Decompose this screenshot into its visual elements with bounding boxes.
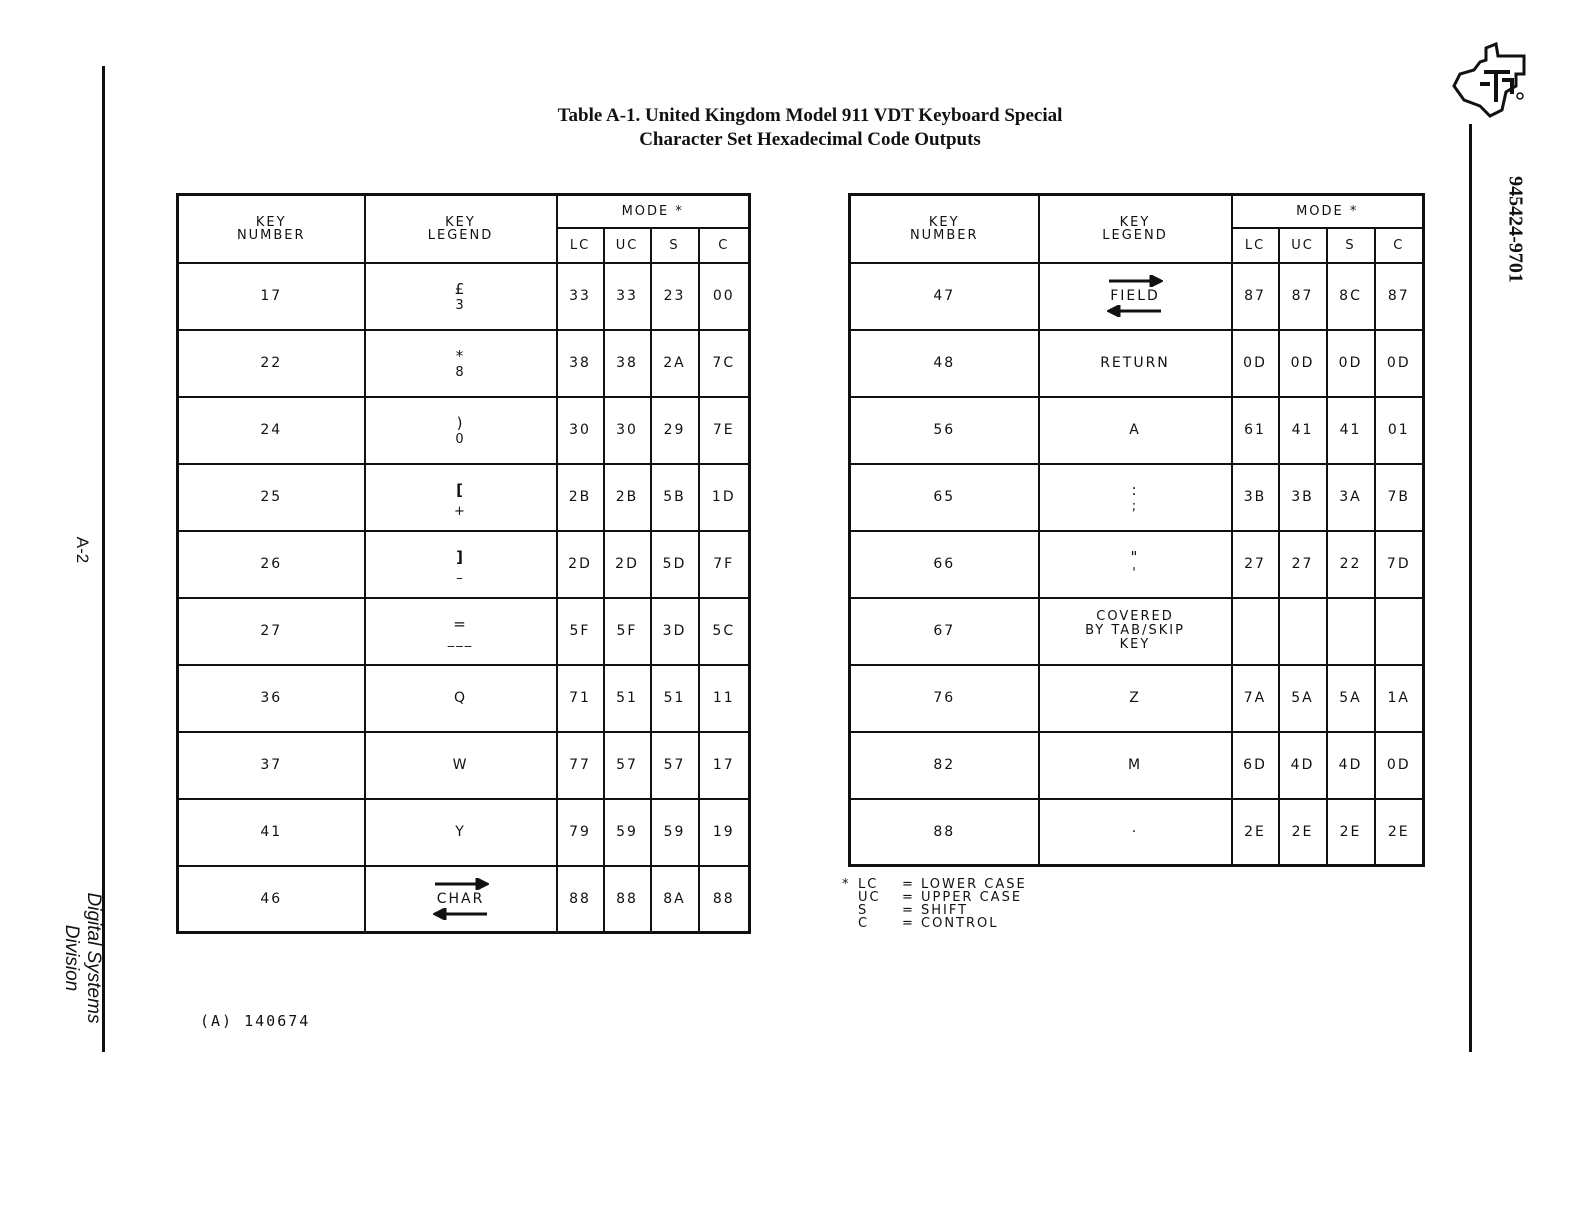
lc-code-cell: 5F (557, 598, 604, 665)
legend-top: [ (456, 480, 465, 499)
s-code-cell (1327, 598, 1375, 665)
uc-code-cell: 30 (604, 397, 651, 464)
c-code-cell: 00 (699, 263, 750, 330)
footnote-abbr: LC (858, 877, 879, 892)
key-number-cell: 36 (178, 665, 365, 732)
key-legend-cell (1039, 598, 1232, 665)
uc-code-cell: 51 (604, 665, 651, 732)
key-legend-cell (1039, 464, 1232, 531)
left-code-table (176, 193, 751, 934)
footnote-star: * (842, 877, 851, 892)
uc-code-cell: 0D (1279, 330, 1327, 397)
key-legend-cell (365, 330, 557, 397)
uc-code-cell: 27 (1279, 531, 1327, 598)
s-code-cell: 2E (1327, 799, 1375, 866)
c-code-cell: 1D (699, 464, 750, 531)
s-code-cell: 4D (1327, 732, 1375, 799)
key-legend-cell (365, 665, 557, 732)
key-number-cell: 88 (850, 799, 1039, 866)
legend-label: A (1129, 422, 1141, 438)
key-number-cell: 65 (850, 464, 1039, 531)
uc-code-cell: 3B (1279, 464, 1327, 531)
s-code-cell: 59 (651, 799, 699, 866)
c-code-cell: 7C (699, 330, 750, 397)
lc-code-cell: 0D (1232, 330, 1279, 397)
key-number-header: KEY NUMBER (178, 195, 365, 263)
key-legend-cell (365, 598, 557, 665)
s-code-cell: 3D (651, 598, 699, 665)
table-row (178, 598, 750, 665)
legend-bottom: 8 (455, 364, 466, 380)
key-number-cell: 41 (178, 799, 365, 866)
key-legend-cell (365, 397, 557, 464)
c-header: C (699, 228, 750, 263)
table-row (850, 531, 1424, 598)
lc-code-cell: 79 (557, 799, 604, 866)
right-margin-rule (1469, 124, 1472, 1052)
lc-header: LC (557, 228, 604, 263)
key-legend-cell (1039, 397, 1232, 464)
key-number-cell: 46 (178, 866, 365, 933)
figure-id: (A) 140674 (200, 1012, 311, 1030)
lc-code-cell: 6D (1232, 732, 1279, 799)
lc-code-cell: 2E (1232, 799, 1279, 866)
c-code-cell: 5C (699, 598, 750, 665)
key-number-cell: 76 (850, 665, 1039, 732)
key-legend-cell (1039, 263, 1232, 330)
key-number-cell: 27 (178, 598, 365, 665)
key-legend-cell (365, 531, 557, 598)
legend-top: : (1131, 480, 1139, 499)
s-code-cell: 5A (1327, 665, 1375, 732)
key-number-cell: 66 (850, 531, 1039, 598)
footnote-meaning: = SHIFT (902, 903, 969, 918)
table-caption (0, 104, 1578, 152)
arrow-right-icon (1107, 275, 1163, 287)
legend-bottom: ' (1132, 565, 1138, 581)
s-code-cell: 5B (651, 464, 699, 531)
legend-label: Q (453, 690, 468, 706)
footnote-item (842, 917, 1027, 930)
arrow-left-icon (1107, 305, 1163, 317)
legend-label: RETURN (1100, 355, 1170, 371)
s-code-cell: 29 (651, 397, 699, 464)
uc-code-cell: 33 (604, 263, 651, 330)
uc-code-cell: 38 (604, 330, 651, 397)
legend-top: ) (456, 413, 465, 432)
legend-bottom: 0 (455, 431, 466, 447)
lc-code-cell: 61 (1232, 397, 1279, 464)
table-row (178, 732, 750, 799)
uc-code-cell (1279, 598, 1327, 665)
uc-header: UC (1279, 228, 1327, 263)
key-number-cell: 82 (850, 732, 1039, 799)
key-number-cell: 24 (178, 397, 365, 464)
s-code-cell: 41 (1327, 397, 1375, 464)
legend-label: Z (1129, 690, 1141, 706)
s-code-cell: 8A (651, 866, 699, 933)
lc-code-cell: 87 (1232, 263, 1279, 330)
table-row (178, 665, 750, 732)
key-number-cell: 48 (850, 330, 1039, 397)
mode-header: MODE * (557, 195, 750, 228)
footnote-meaning: = UPPER CASE (902, 890, 1023, 905)
document-number: 945424-9701 (1504, 176, 1527, 283)
footnote-abbr: C (858, 916, 870, 931)
key-legend-header: KEY LEGEND (365, 195, 557, 263)
s-header: S (1327, 228, 1375, 263)
legend-top: * (455, 346, 466, 365)
key-legend-cell (1039, 330, 1232, 397)
s-code-cell: 23 (651, 263, 699, 330)
key-number-cell: 25 (178, 464, 365, 531)
c-header: C (1375, 228, 1424, 263)
legend-bottom: ; (1131, 498, 1139, 514)
uc-code-cell: 41 (1279, 397, 1327, 464)
page-number: A-2 (73, 536, 92, 564)
key-number-cell: 47 (850, 263, 1039, 330)
lc-code-cell: 38 (557, 330, 604, 397)
uc-code-cell: 5A (1279, 665, 1327, 732)
c-code-cell: 7F (699, 531, 750, 598)
table-row (178, 866, 750, 933)
arrow-left-icon (433, 908, 489, 920)
key-legend-cell (365, 799, 557, 866)
key-number-cell: 17 (178, 263, 365, 330)
uc-code-cell: 57 (604, 732, 651, 799)
key-number-cell: 67 (850, 598, 1039, 665)
s-code-cell: 0D (1327, 330, 1375, 397)
table-row (850, 598, 1424, 665)
key-legend-cell (365, 263, 557, 330)
key-number-cell: 37 (178, 732, 365, 799)
c-code-cell: 19 (699, 799, 750, 866)
c-code-cell (1375, 598, 1424, 665)
key-number-cell: 22 (178, 330, 365, 397)
lc-code-cell: 71 (557, 665, 604, 732)
legend-label: W (452, 757, 469, 773)
legend-top: = (453, 614, 468, 633)
footnote-abbr: S (858, 903, 869, 918)
lc-code-cell: 3B (1232, 464, 1279, 531)
lc-code-cell: 30 (557, 397, 604, 464)
c-code-cell: 7E (699, 397, 750, 464)
key-legend-cell (1039, 732, 1232, 799)
legend-label: M (1127, 757, 1143, 773)
uc-header: UC (604, 228, 651, 263)
table-row (850, 799, 1424, 866)
c-code-cell: 17 (699, 732, 750, 799)
c-code-cell: 7D (1375, 531, 1424, 598)
s-code-cell: 2A (651, 330, 699, 397)
key-number-cell: 26 (178, 531, 365, 598)
key-legend-cell (1039, 799, 1232, 866)
key-number-cell: 56 (850, 397, 1039, 464)
key-legend-cell (365, 464, 557, 531)
lc-code-cell: 88 (557, 866, 604, 933)
uc-code-cell: 4D (1279, 732, 1327, 799)
uc-code-cell: 88 (604, 866, 651, 933)
legend-bottom: – (456, 570, 465, 586)
caption-line-1: Table A-1. United Kingdom Model 911 VDT Keyboard Special (557, 105, 1063, 126)
uc-code-cell: 87 (1279, 263, 1327, 330)
legend-label: COVERED BY TAB/SKIP KEY (1085, 609, 1185, 652)
key-number-header: KEY NUMBER (850, 195, 1039, 263)
c-code-cell: 01 (1375, 397, 1424, 464)
table-row (850, 464, 1424, 531)
c-code-cell: 1A (1375, 665, 1424, 732)
legend-top: ] (456, 547, 465, 566)
legend-label: FIELD (1110, 288, 1160, 304)
table-row (178, 531, 750, 598)
lc-code-cell: 33 (557, 263, 604, 330)
table-row (850, 732, 1424, 799)
table-row (178, 263, 750, 330)
uc-code-cell: 2D (604, 531, 651, 598)
table-row (178, 330, 750, 397)
s-code-cell: 51 (651, 665, 699, 732)
key-legend-header: KEY LEGEND (1039, 195, 1232, 263)
legend-bottom: ___ (447, 632, 474, 648)
table-row (850, 397, 1424, 464)
legend-label: · (1131, 823, 1139, 840)
s-header: S (651, 228, 699, 263)
lc-code-cell: 2D (557, 531, 604, 598)
footnote-meaning: = CONTROL (902, 916, 999, 931)
c-code-cell: 0D (1375, 330, 1424, 397)
key-legend-cell (365, 732, 557, 799)
legend-bottom: 3 (455, 297, 466, 313)
lc-code-cell: 27 (1232, 531, 1279, 598)
lc-code-cell (1232, 598, 1279, 665)
lc-code-cell: 77 (557, 732, 604, 799)
key-legend-cell (365, 866, 557, 933)
mode-footnote (842, 878, 1027, 930)
uc-code-cell: 5F (604, 598, 651, 665)
mode-header: MODE * (1232, 195, 1424, 228)
footnote-meaning: = LOWER CASE (902, 877, 1027, 892)
c-code-cell: 88 (699, 866, 750, 933)
s-code-cell: 3A (1327, 464, 1375, 531)
arrow-right-icon (433, 878, 489, 890)
table-row (850, 665, 1424, 732)
s-code-cell: 57 (651, 732, 699, 799)
c-code-cell: 11 (699, 665, 750, 732)
table-row (850, 330, 1424, 397)
legend-label: CHAR (436, 890, 485, 907)
lc-header: LC (1232, 228, 1279, 263)
division-name: Digital Systems Division (61, 892, 104, 1024)
legend-label: Y (455, 824, 466, 840)
key-legend-cell (1039, 531, 1232, 598)
legend-top: " (1130, 547, 1140, 566)
table-row (178, 464, 750, 531)
c-code-cell: 2E (1375, 799, 1424, 866)
table-row (178, 799, 750, 866)
caption-line-2: Character Set Hexadecimal Code Outputs (639, 129, 981, 150)
c-code-cell: 0D (1375, 732, 1424, 799)
footnote-abbr: UC (858, 890, 881, 905)
s-code-cell: 5D (651, 531, 699, 598)
table-row (178, 397, 750, 464)
uc-code-cell: 2B (604, 464, 651, 531)
uc-code-cell: 2E (1279, 799, 1327, 866)
key-legend-cell (1039, 665, 1232, 732)
legend-bottom: + (454, 503, 467, 519)
right-code-table (848, 193, 1425, 867)
s-code-cell: 8C (1327, 263, 1375, 330)
lc-code-cell: 2B (557, 464, 604, 531)
s-code-cell: 22 (1327, 531, 1375, 598)
legend-top: £ (454, 279, 467, 298)
table-row (850, 263, 1424, 330)
c-code-cell: 87 (1375, 263, 1424, 330)
uc-code-cell: 59 (604, 799, 651, 866)
lc-code-cell: 7A (1232, 665, 1279, 732)
c-code-cell: 7B (1375, 464, 1424, 531)
